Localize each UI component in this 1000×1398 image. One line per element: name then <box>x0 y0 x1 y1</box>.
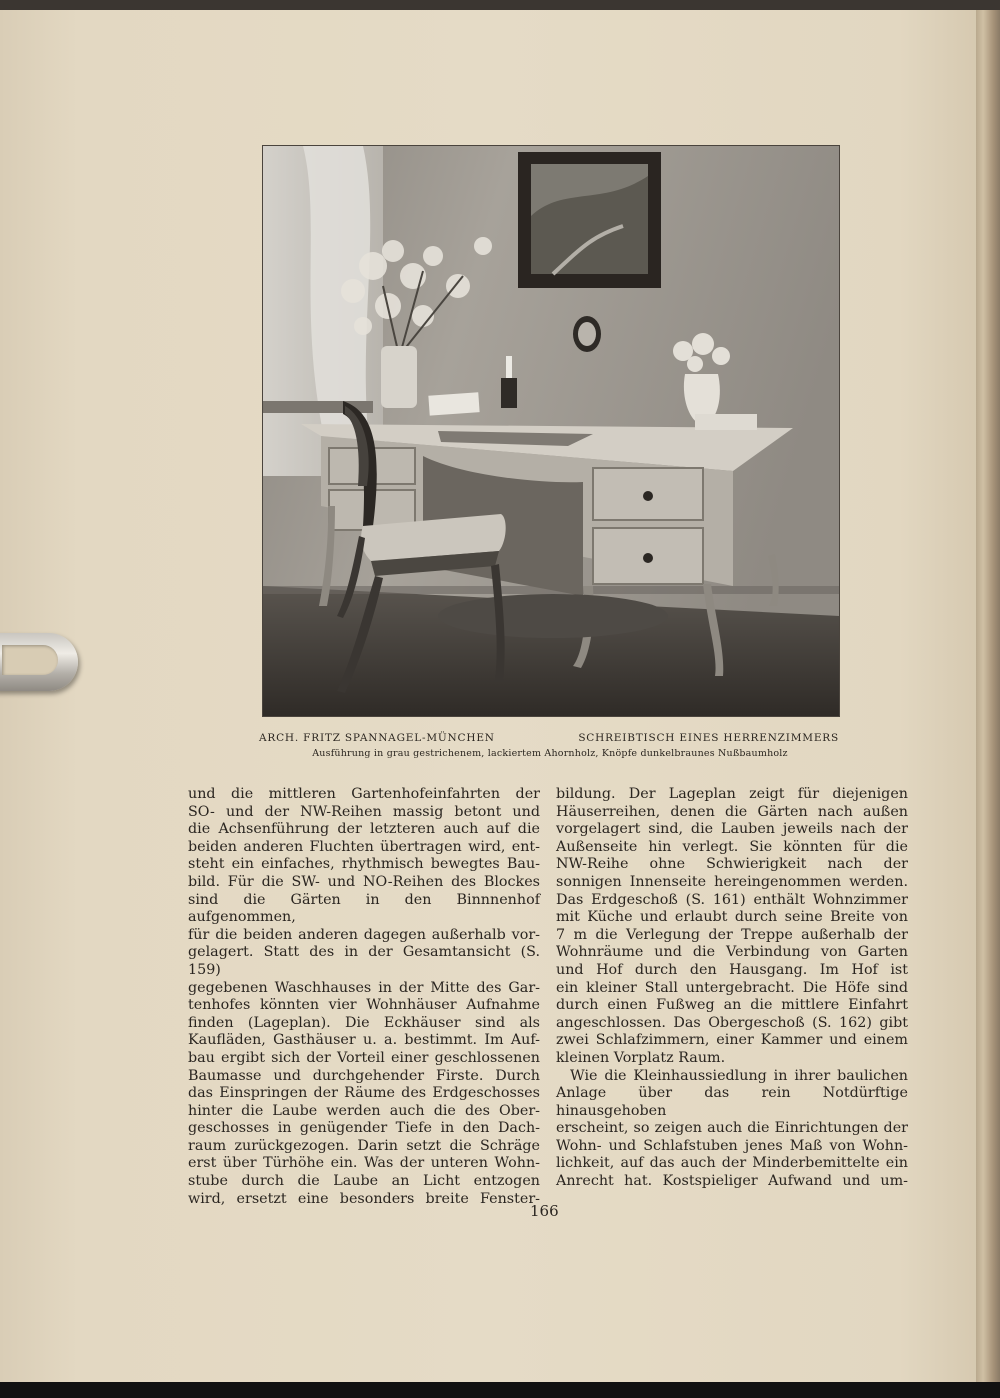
text-line: Das Erdgeschoß (S. 161) enthält Wohnzimmer <box>556 891 908 908</box>
figure-caption <box>259 732 839 744</box>
text-line: geschosses in genügender Tiefe in den Dach- <box>188 1120 540 1137</box>
text-line: wird, ersetzt eine besonders breite Fenster- <box>188 1190 540 1207</box>
desk-photograph <box>262 145 840 717</box>
page-number: 166 <box>530 1202 559 1220</box>
text-line: und Hof durch den Hausgang. Im Hof ist <box>556 961 908 978</box>
text-line: bild. Für die SW- und NO-Reihen des Blockes <box>188 873 540 890</box>
text-line: vorgelagert sind, die Lauben jeweils nach der <box>556 821 908 838</box>
text-line: stube durch die Laube an Licht entzogen <box>188 1173 540 1190</box>
right-text-column <box>556 786 908 1191</box>
text-line: lichkeit, auf das auch der Minderbemittelte ein <box>556 1155 908 1172</box>
text-line: die Achsenführung der letzteren auch auf die <box>188 821 540 838</box>
text-line: zwei Schlafzimmern, einer Kammer und einem <box>556 1032 908 1049</box>
text-line: erst über Türhöhe ein. Was der unteren Wohn- <box>188 1155 540 1172</box>
text-line: Wohn- und Schlafstuben jenes Maß von Wohn- <box>556 1137 908 1154</box>
text-line: angeschlossen. Das Obergeschoß (S. 162) gibt <box>556 1014 908 1031</box>
page-clip <box>0 633 78 691</box>
text-line: gelagert. Statt des in der Gesamtansicht (S. 159) <box>188 944 540 978</box>
text-line: durch einen Fußweg an die mittlere Einfahrt <box>556 997 908 1014</box>
text-line: steht ein einfaches, rhythmisch bewegtes Bau- <box>188 856 540 873</box>
text-line: und die mittleren Gartenhofeinfahrten der <box>188 786 540 802</box>
text-line: sind die Gärten in den Binnnenhof aufgenommen, <box>188 891 540 926</box>
text-line: tenhofes könnten vier Wohnhäuser Aufnahme <box>188 997 540 1014</box>
text-line: bildung. Der Lageplan zeigt für diejenigen <box>556 786 908 802</box>
page-edge <box>976 10 1000 1382</box>
text-line: Anrecht hat. Kostspieliger Aufwand und um- <box>556 1173 908 1190</box>
text-line: mit Küche und erlaubt durch seine Breite von <box>556 909 908 926</box>
bottom-edge <box>0 1382 1000 1398</box>
text-line: erscheint, so zeigen auch die Einrichtungen der <box>556 1120 908 1137</box>
figure-subcaption: Ausführung in grau gestrichenem, lackiertem Ahornholz, Knöpfe dunkelbraunes Nußbaumholz <box>312 748 788 759</box>
text-line: 7 m die Verlegung der Treppe außerhalb der <box>556 926 908 943</box>
text-line: Wie die Kleinhaussiedlung in ihrer baulichen <box>570 1067 908 1084</box>
text-line: Anlage über das rein Notdürftige hinausgehoben <box>556 1085 908 1119</box>
text-line: Wohnräume und die Verbindung von Garten <box>556 944 908 961</box>
text-line: bau ergibt sich der Vorteil einer geschlossenen <box>188 1049 540 1066</box>
text-line: beiden anderen Fluchten übertragen wird, ent- <box>188 838 540 855</box>
caption-architect: ARCH. FRITZ SPANNAGEL-MÜNCHEN <box>259 732 495 744</box>
text-line: kleinen Vorplatz Raum. <box>556 1049 726 1066</box>
text-line: Baumasse und durchgehender Firste. Durch <box>188 1067 540 1084</box>
text-line: gegebenen Waschhauses in der Mitte des Gar- <box>188 979 540 996</box>
text-line: für die beiden anderen dagegen außerhalb vor- <box>188 926 540 943</box>
text-line: Kaufläden, Gasthäuser u. a. bestimmt. Im Auf- <box>188 1032 540 1049</box>
text-line: Außenseite hin verlegt. Sie könnten für die <box>556 838 908 855</box>
caption-title: SCHREIBTISCH EINES HERRENZIMMERS <box>578 732 839 744</box>
text-line: ein kleiner Stall untergebracht. Die Höfe sind <box>556 979 908 996</box>
text-line: sonnigen Innenseite hereingenommen werden. <box>556 873 908 890</box>
text-line: raum zurückgezogen. Darin setzt die Schräge <box>188 1137 540 1154</box>
left-text-column <box>188 786 540 1208</box>
text-line: finden (Lageplan). Die Eckhäuser sind als <box>188 1014 540 1031</box>
text-line: hinter die Laube werden auch die des Ober- <box>188 1102 540 1119</box>
text-line: Häuserreihen, denen die Gärten nach außen <box>556 803 908 820</box>
text-line: SO- und der NW-Reihen massig betont und <box>188 803 540 820</box>
text-line: NW-Reihe ohne Schwierigkeit nach der <box>556 856 908 873</box>
text-line: das Einspringen der Räume des Erdgeschosses <box>188 1085 540 1102</box>
